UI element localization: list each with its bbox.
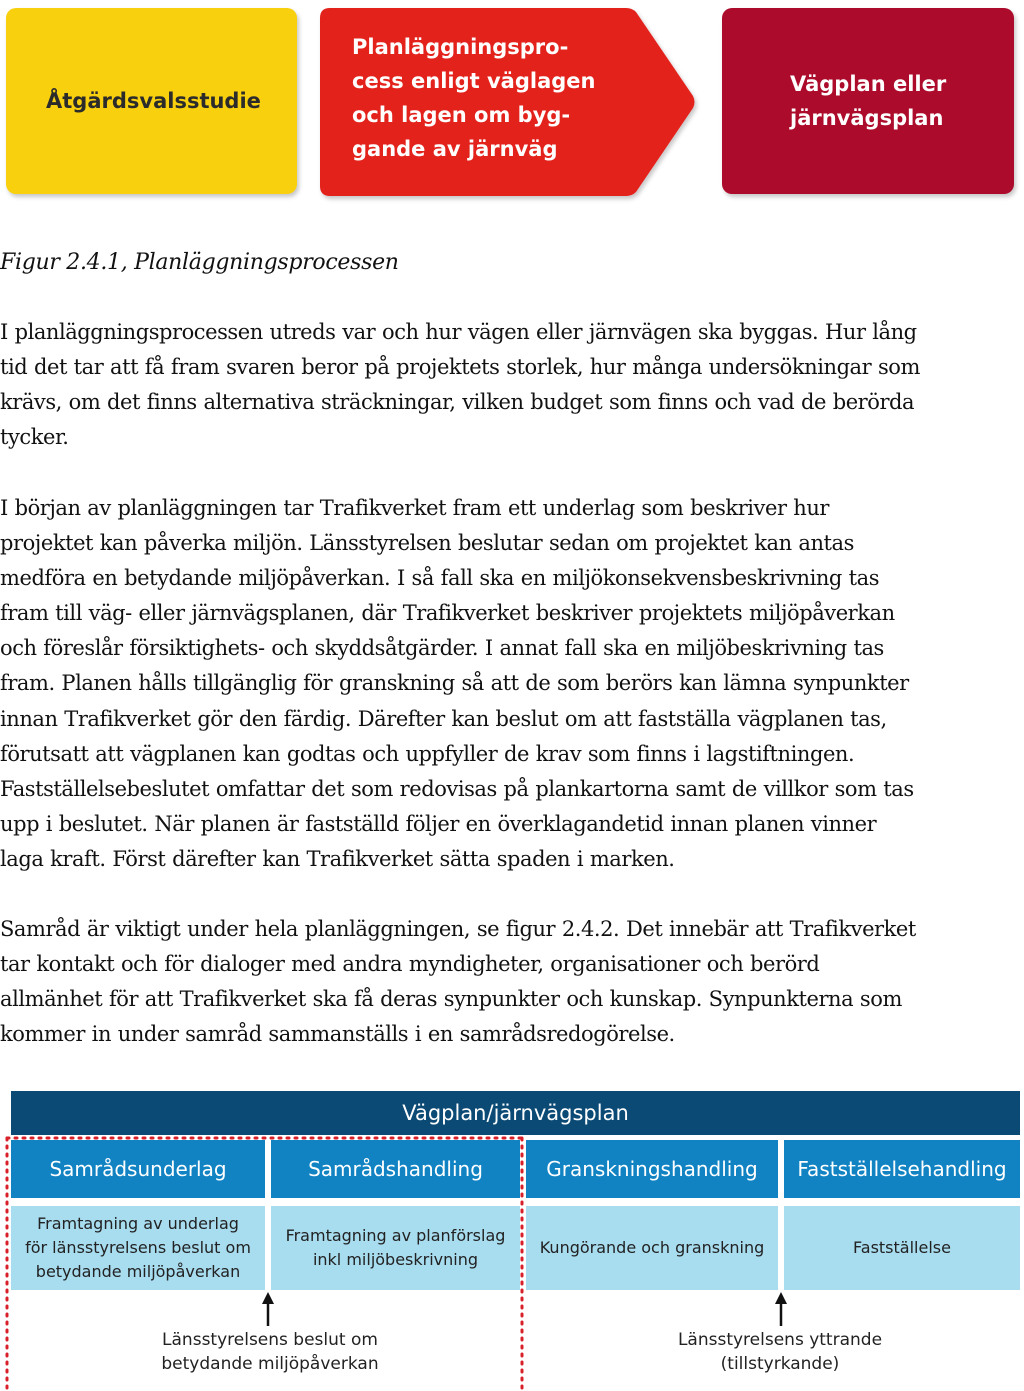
text-line: kommer in under samråd sammanställs i en samrådsredogörelse. bbox=[0, 1022, 675, 1047]
body-granskningshandling: Kungörande och granskning bbox=[526, 1206, 778, 1290]
figure-caption: Figur 2.4.1, Planläggningsprocessen bbox=[0, 250, 399, 275]
header-samradsunderlag: Samrådsunderlag bbox=[11, 1140, 265, 1198]
step-vagplan bbox=[722, 8, 1014, 194]
text-line: tid det tar att få fram svaren beror på projektets storlek, hur många undersökningar som bbox=[0, 355, 920, 380]
body-samradshandling: Framtagning av planförslag inkl miljöbeskrivning bbox=[271, 1206, 520, 1290]
body-samradsunderlag: Framtagning av underlag för länsstyrelsens beslut om betydande miljöpåverkan bbox=[11, 1206, 265, 1290]
diagram-title: Vägplan/järnvägsplan bbox=[11, 1091, 1020, 1135]
text-line: allmänhet för att Trafikverket ska få deras synpunkter och kunskap. Synpunkterna som bbox=[0, 987, 902, 1012]
body-faststallelsehandling: Fastställelse bbox=[784, 1206, 1020, 1290]
text-line: innan Trafikverket gör den färdig. Därefter kan beslut om att fastställa vägplanen tas, bbox=[0, 706, 887, 731]
text-line: upp i beslutet. När planen är fastställd följer en överklagandetid innan planen vinner bbox=[0, 811, 877, 836]
text-line: tar kontakt och för dialoger med andra myndigheter, organisationer och berörd bbox=[0, 952, 820, 977]
paragraph-samrad bbox=[0, 912, 1000, 1052]
header-granskningshandling: Granskningshandling bbox=[526, 1140, 778, 1198]
step-2-label: Planläggningspro- cess enligt väglagen och lagen om byg- gande av järnväg bbox=[352, 35, 596, 161]
vagplan-diagram bbox=[0, 1088, 1024, 1391]
text-line: laga kraft. Först därefter kan Trafikverket sätta spaden i marken. bbox=[0, 846, 675, 871]
text-line: projektet kan påverka miljön. Länsstyrelsen beslutar sedan om projektet kan antas bbox=[0, 531, 854, 556]
text-line: medföra en betydande miljöpåverkan. I så fall ska en miljökonsekvensbeskrivning tas bbox=[0, 566, 880, 591]
paragraph-borjan-av-planlaggningen bbox=[0, 491, 1000, 877]
header-faststallelsehandling: Fastställelsehandling bbox=[784, 1140, 1020, 1198]
note-lansstyrelsens-yttrande: Länsstyrelsens yttrande (tillstyrkande) bbox=[677, 1330, 883, 1374]
paragraph-planlaggningsprocessen bbox=[0, 315, 1000, 455]
step-atgardsvalsstudie bbox=[6, 8, 297, 194]
text-line: Samråd är viktigt under hela planläggningen, se figur 2.4.2. Det innebär att Trafikverket bbox=[0, 917, 916, 941]
text-line: fram. Planen hålls tillgänglig för granskning så att de som berörs kan lämna synpunkter bbox=[0, 671, 909, 696]
text-line: Fastställelsebeslutet omfattar det som redovisas på plankartorna samt de villkor som tas bbox=[0, 776, 914, 801]
step-3-label: Vägplan eller järnvägsplan bbox=[790, 72, 947, 130]
text-line: tycker. bbox=[0, 425, 69, 450]
process-flow-figure bbox=[0, 0, 1024, 205]
arrow-up-icon bbox=[262, 1292, 274, 1326]
text-line: förutsatt att vägplanen kan godtas och uppfyller de krav som finns i lagstiftningen. bbox=[0, 741, 855, 766]
step-1-label: Åtgärdsvalsstudie bbox=[46, 89, 261, 113]
text-line: I början av planläggningen tar Trafikverket fram ett underlag som beskriver hur bbox=[0, 496, 829, 520]
text-line: krävs, om det finns alternativa sträckningar, vilken budget som finns och vad de berörda bbox=[0, 390, 915, 415]
arrow-up-icon bbox=[775, 1292, 787, 1326]
text-line: och föreslår försiktighets- och skyddsåtgärder. I annat fall ska en miljöbeskrivning tas bbox=[0, 636, 884, 661]
text-line: I planläggningsprocessen utreds var och hur vägen eller järnvägen ska byggas. Hur lång bbox=[0, 320, 917, 344]
header-samradshandling: Samrådshandling bbox=[271, 1140, 520, 1198]
note-lansstyrelsens-beslut: Länsstyrelsens beslut om betydande miljöpåverkan bbox=[161, 1330, 379, 1374]
text-line: fram till väg- eller järnvägsplanen, där Trafikverket beskriver projektets miljöpåverkan bbox=[0, 601, 895, 626]
